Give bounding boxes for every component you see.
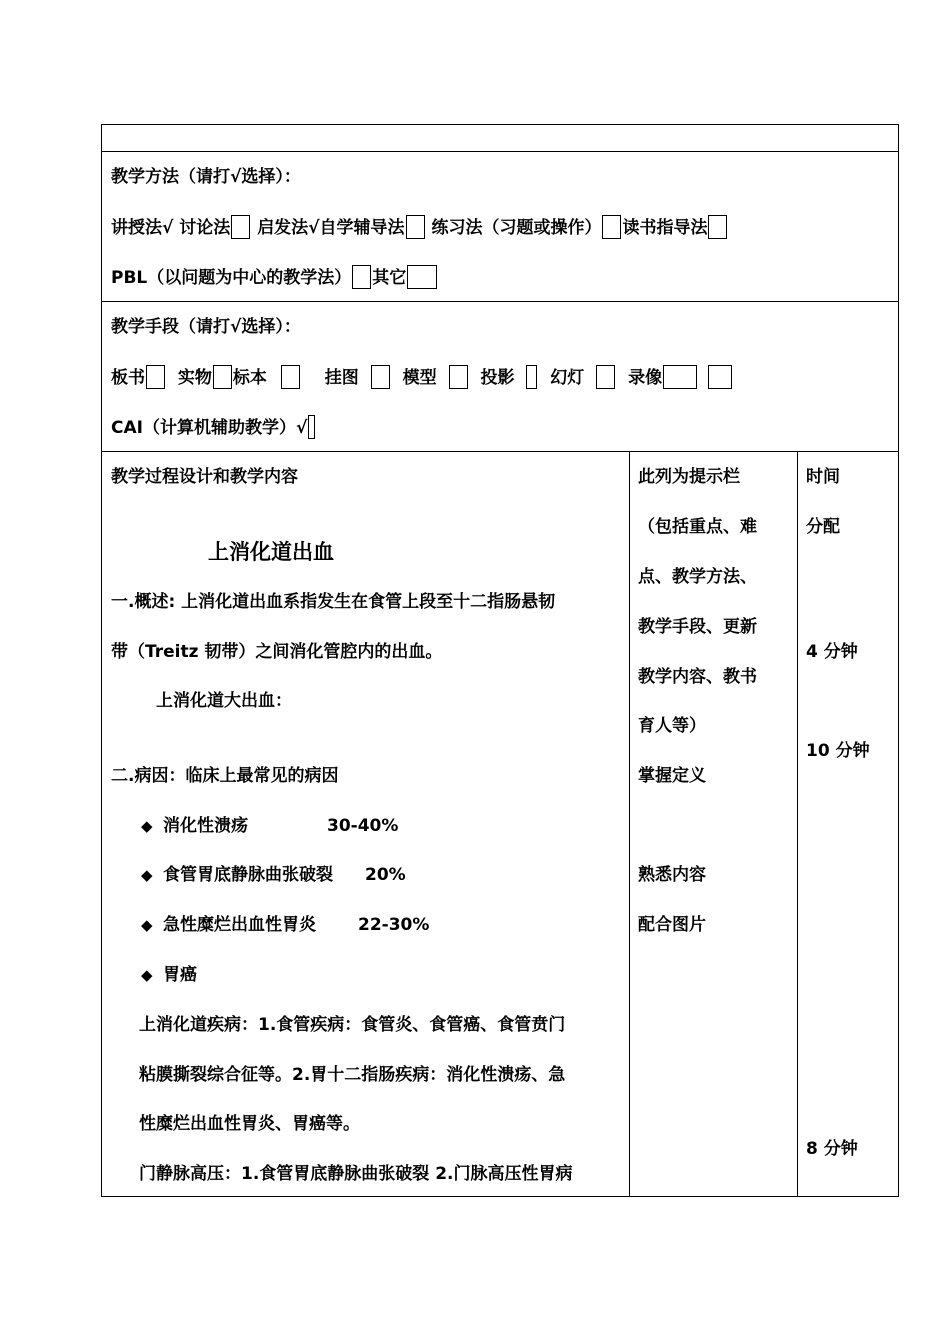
method-pbl-checkbox[interactable] [352, 265, 371, 289]
time-column-header: 时间 [806, 467, 840, 487]
row-divider [102, 451, 898, 452]
means-chart-checkbox[interactable] [371, 365, 390, 389]
method-heuristic-label: 启发法√ [257, 218, 320, 238]
diamond-bullet-icon: ◆ [141, 866, 153, 884]
means-projection-checkbox[interactable] [526, 365, 537, 389]
column-divider [629, 452, 630, 1196]
method-other-label: 其它 [372, 268, 407, 288]
design-column-header: 教学过程设计和教学内容 [111, 467, 298, 487]
method-self-study-label: 自学辅导法 [319, 218, 405, 238]
hint-line: 育人等） [638, 716, 706, 736]
means-specimen-label: 标本 [232, 368, 267, 388]
hint-note: 配合图片 [638, 915, 706, 935]
cause-value: 20% [365, 865, 406, 885]
column-divider [797, 452, 798, 1196]
means-video-checkbox[interactable] [663, 365, 697, 389]
upper-gi-line: 性糜烂出血性胃炎、胃癌等。 [139, 1114, 360, 1134]
means-cai-label: CAI（计算机辅助教学）√ [111, 418, 308, 438]
means-model-label: 模型 [402, 368, 437, 388]
time-allocation: 10 分钟 [806, 741, 870, 761]
cause-name: 胃癌 [163, 965, 197, 985]
row-divider [102, 301, 898, 302]
method-discussion-label: 讨论法 [179, 218, 231, 238]
method-practice-label: 练习法（习题或操作） [431, 218, 602, 238]
time-allocation: 4 分钟 [806, 642, 858, 662]
method-practice-checkbox[interactable] [602, 215, 621, 239]
cause-name: 食管胃底静脉曲张破裂 [163, 865, 333, 885]
means-chart-label: 挂图 [324, 368, 359, 388]
means-video-label: 录像 [628, 368, 663, 388]
method-discussion-checkbox[interactable] [231, 215, 250, 239]
hint-line: 教学手段、更新 [638, 617, 757, 637]
means-specimen-checkbox[interactable] [281, 365, 300, 389]
cause-name: 急性糜烂出血性胃炎 [163, 915, 316, 935]
diamond-bullet-icon: ◆ [141, 817, 153, 835]
cause-item [141, 914, 429, 936]
time-column-header: 分配 [806, 517, 840, 537]
hint-column-header: 此列为提示栏 [638, 467, 740, 487]
cause-name: 消化性溃疡 [163, 816, 248, 836]
means-object-checkbox[interactable] [213, 365, 232, 389]
diamond-bullet-icon: ◆ [141, 966, 153, 984]
methods-line-1 [111, 215, 728, 239]
method-reading-checkbox[interactable] [708, 215, 727, 239]
means-slide-checkbox[interactable] [596, 365, 615, 389]
hint-note: 熟悉内容 [638, 865, 706, 885]
lesson-title: 上消化道出血 [208, 540, 334, 564]
means-cai-checkbox[interactable] [308, 415, 315, 439]
means-board-checkbox[interactable] [146, 365, 165, 389]
means-board-label: 板书 [111, 368, 145, 388]
means-line [111, 365, 733, 389]
method-lecture-label: 讲授法√ [111, 218, 174, 238]
hint-line: 教学内容、教书 [638, 667, 757, 687]
means-projection-label: 投影 [480, 368, 515, 388]
massive-bleeding-label: 上消化道大出血： [156, 691, 292, 711]
method-reading-label: 读书指导法 [622, 218, 708, 238]
cause-value: 30-40% [327, 816, 399, 836]
row-divider [102, 151, 898, 152]
method-other-checkbox[interactable] [407, 265, 437, 289]
cause-value: 22-30% [358, 915, 430, 935]
method-pbl-label: PBL（以问题为中心的教学法） [111, 268, 352, 288]
means-object-label: 实物 [177, 368, 212, 388]
upper-gi-line: 粘膜撕裂综合征等。2.胃十二指肠疾病：消化性溃疡、急 [139, 1065, 566, 1085]
hint-note: 掌握定义 [638, 766, 706, 786]
overview-line: 带（Treitz 韧带）之间消化管腔内的出血。 [111, 642, 443, 662]
means-extra-checkbox[interactable] [708, 365, 732, 389]
means-model-checkbox[interactable] [449, 365, 468, 389]
upper-gi-line: 上消化道疾病：1.食管疾病：食管炎、食管癌、食管贲门 [139, 1015, 566, 1035]
means-slide-label: 幻灯 [550, 368, 585, 388]
cause-item [141, 864, 406, 886]
methods-line-2 [111, 265, 438, 289]
hint-line: 点、教学方法、 [638, 567, 757, 587]
portal-hypertension-line: 门静脉高压：1.食管胃底静脉曲张破裂 2.门脉高压性胃病 [139, 1164, 573, 1184]
means-heading: 教学手段（请打√选择）： [111, 317, 301, 337]
causes-heading: 二.病因：临床上最常见的病因 [111, 766, 339, 786]
diamond-bullet-icon: ◆ [141, 916, 153, 934]
cause-item [141, 964, 197, 986]
overview-line: 一.概述: 上消化道出血系指发生在食管上段至十二指肠悬韧 [111, 592, 556, 612]
means-cai-line [111, 415, 316, 439]
cause-item [141, 815, 398, 837]
method-self-study-checkbox[interactable] [406, 215, 425, 239]
methods-heading: 教学方法（请打√选择）： [111, 167, 301, 187]
hint-line: （包括重点、难 [638, 517, 757, 537]
time-allocation: 8 分钟 [806, 1139, 858, 1159]
